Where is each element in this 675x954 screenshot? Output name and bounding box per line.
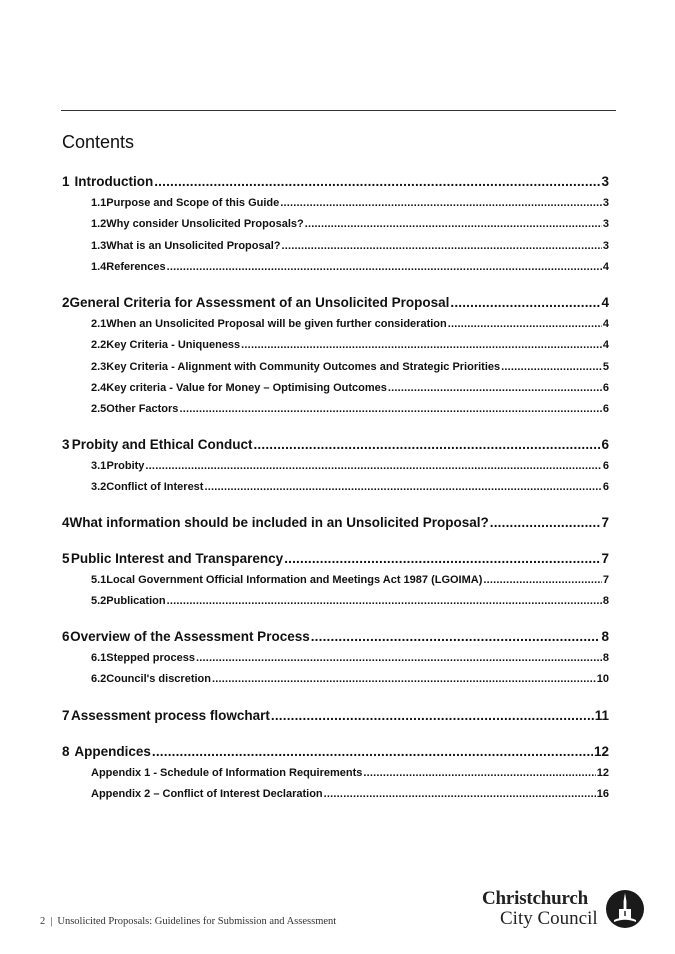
- top-divider: [61, 110, 616, 111]
- toc-subsection[interactable]: [91, 218, 609, 230]
- cathedral-icon: [605, 889, 645, 929]
- toc-title: Conflict of Interest: [106, 481, 204, 494]
- toc-number: 2.2: [91, 339, 107, 352]
- toc-page-number: 12: [593, 744, 609, 759]
- toc-page-number: 11: [594, 708, 609, 723]
- toc-page-number: 3: [602, 239, 609, 252]
- toc-dot-leader: [179, 403, 601, 415]
- toc-title: What information should be included in an Unsolicited Proposal?: [69, 515, 489, 530]
- toc-title: Publication: [106, 595, 166, 608]
- toc-number: 1.4: [91, 260, 107, 273]
- toc-page-number: 4: [601, 295, 609, 310]
- toc-number: 1.2: [91, 218, 107, 231]
- toc-title: Stepped process: [106, 652, 195, 664]
- toc-subsection[interactable]: [91, 197, 609, 209]
- toc-number: 2: [62, 295, 70, 310]
- toc-page-number: 6: [602, 381, 609, 394]
- toc-subsection[interactable]: [91, 595, 609, 607]
- toc-title: Introduction: [74, 174, 154, 189]
- toc-number: 7: [62, 708, 70, 723]
- toc-dot-leader: [324, 788, 596, 800]
- toc-number: 2.3: [91, 360, 107, 373]
- toc-dot-leader: [145, 460, 601, 472]
- toc-page-number: 3: [601, 174, 609, 189]
- toc-title: Key Criteria - Uniqueness: [106, 339, 241, 352]
- toc-dot-leader: [483, 574, 601, 586]
- toc-number: 1: [62, 174, 70, 189]
- page-title: Contents: [62, 132, 135, 152]
- toc-dot-leader: [490, 515, 601, 530]
- toc-title: General Criteria for Assessment of an Unsolicited Proposal: [69, 295, 450, 310]
- toc-appendix-entry[interactable]: [91, 767, 609, 779]
- toc-subsection[interactable]: [91, 574, 609, 586]
- toc-number: 3.2: [91, 481, 107, 494]
- toc-title: Probity: [106, 460, 145, 472]
- toc-dot-leader: [241, 339, 602, 351]
- toc-page-number: 7: [602, 574, 609, 586]
- toc-dot-leader: [388, 382, 602, 394]
- toc-number: 1.3: [91, 239, 107, 252]
- toc-dot-leader: [204, 481, 601, 493]
- toc-dot-leader: [152, 744, 593, 759]
- toc-page-number: 10: [596, 673, 609, 686]
- toc-dot-leader: [253, 437, 600, 452]
- toc-page-number: 4: [602, 339, 609, 352]
- toc-number: 6.1: [91, 652, 107, 664]
- logo-line-2: City Council: [500, 908, 598, 929]
- toc-subsection[interactable]: [91, 261, 609, 273]
- toc-subsection[interactable]: [91, 240, 609, 252]
- toc-number: 6.2: [91, 673, 107, 686]
- toc-section[interactable]: [62, 174, 609, 189]
- toc-page-number: 12: [596, 767, 609, 779]
- toc-title: Other Factors: [106, 403, 179, 416]
- toc-number: 3.1: [91, 460, 107, 472]
- toc-title: When an Unsolicited Proposal will be given further consideration: [106, 318, 447, 330]
- toc-page-number: 16: [596, 788, 609, 801]
- toc-dot-leader: [154, 174, 600, 189]
- toc-dot-leader: [450, 295, 600, 310]
- toc-number: 5: [62, 551, 70, 566]
- toc-subsection[interactable]: [91, 339, 609, 351]
- toc-dot-leader: [448, 318, 602, 330]
- toc-page-number: 6: [602, 403, 609, 416]
- toc-subsection[interactable]: [91, 361, 609, 373]
- toc-page-number: 7: [601, 551, 609, 566]
- toc-dot-leader: [212, 673, 596, 685]
- toc-dot-leader: [311, 629, 601, 644]
- toc-title: Key criteria - Value for Money – Optimising Outcomes: [106, 381, 387, 394]
- toc-dot-leader: [196, 652, 602, 664]
- toc-subsection[interactable]: [91, 673, 609, 685]
- toc-subsection[interactable]: [91, 652, 609, 664]
- toc-dot-leader: [167, 261, 602, 273]
- toc-subsection[interactable]: [91, 481, 609, 493]
- logo-line-1: Christchurch: [482, 888, 588, 909]
- toc-number: 2.1: [91, 318, 107, 330]
- toc-title: Council's discretion: [106, 673, 211, 686]
- toc-dot-leader: [284, 551, 600, 566]
- toc-page-number: 6: [601, 437, 609, 452]
- toc-title: Appendices: [74, 744, 151, 759]
- toc-number: 8: [62, 744, 70, 759]
- footer-page-number: 2: [40, 916, 46, 927]
- toc-number: 2.4: [91, 381, 107, 394]
- toc-page-number: 7: [601, 515, 609, 530]
- toc-title: Assessment process flowchart: [71, 708, 270, 723]
- toc-number: 3: [62, 437, 70, 452]
- toc-dot-leader: [167, 595, 602, 607]
- toc-title: Local Government Official Information and Meetings Act 1987 (LGOIMA): [106, 574, 483, 586]
- toc-title: Probity and Ethical Conduct: [71, 437, 253, 452]
- toc-number: 4: [62, 515, 70, 530]
- toc-section[interactable]: [62, 515, 609, 530]
- toc-dot-leader: [282, 240, 602, 252]
- toc-title: References: [106, 260, 166, 273]
- toc-title: What is an Unsolicited Proposal?: [106, 239, 281, 252]
- toc-page-number: 4: [602, 318, 609, 330]
- toc-number: 1.1: [91, 197, 107, 209]
- toc-title: Public Interest and Transparency: [70, 551, 284, 566]
- toc-number: 5.2: [91, 595, 107, 608]
- toc-subsection[interactable]: [91, 403, 609, 415]
- council-logo: [482, 888, 647, 936]
- toc-subsection[interactable]: [91, 382, 609, 394]
- toc-section[interactable]: [62, 437, 609, 452]
- toc-page-number: 3: [602, 218, 609, 231]
- toc-title: Appendix 1 - Schedule of Information Requirements: [91, 767, 363, 779]
- toc-page-number: 5: [602, 360, 609, 373]
- toc-page-number: 6: [602, 460, 609, 472]
- toc-page-number: 8: [602, 595, 609, 608]
- toc-title: Purpose and Scope of this Guide: [106, 197, 280, 209]
- footer-separator: |: [50, 916, 53, 927]
- toc-number: 6: [62, 629, 70, 644]
- toc-dot-leader: [501, 361, 602, 373]
- toc-title: Key Criteria - Alignment with Community Outcomes and Strategic Priorities: [106, 360, 501, 373]
- footer: [40, 916, 336, 927]
- toc-subsection[interactable]: [91, 460, 609, 472]
- footer-document-title: Unsolicited Proposals: Guidelines for Submission and Assessment: [57, 916, 337, 927]
- toc-subsection[interactable]: [91, 318, 609, 330]
- toc-section[interactable]: [62, 708, 609, 723]
- toc-section[interactable]: [62, 295, 609, 310]
- toc-title: Appendix 2 – Conflict of Interest Declaration: [91, 788, 323, 801]
- toc-appendix-entry[interactable]: [91, 788, 609, 800]
- toc-page-number: 8: [601, 629, 609, 644]
- toc-page-number: 3: [602, 197, 609, 209]
- toc-number: 2.5: [91, 403, 107, 416]
- toc-title: Why consider Unsolicited Proposals?: [106, 218, 304, 231]
- toc-dot-leader: [280, 197, 602, 209]
- toc-page-number: 8: [602, 652, 609, 664]
- toc-section[interactable]: [62, 551, 609, 566]
- toc-dot-leader: [363, 767, 595, 779]
- toc-section[interactable]: [62, 629, 609, 644]
- toc-page-number: 6: [602, 481, 609, 494]
- toc-section[interactable]: [62, 744, 609, 759]
- toc-page-number: 4: [602, 260, 609, 273]
- toc-number: 5.1: [91, 574, 107, 586]
- toc-dot-leader: [305, 218, 602, 230]
- toc-title: Overview of the Assessment Process: [70, 629, 310, 644]
- toc-dot-leader: [271, 708, 594, 723]
